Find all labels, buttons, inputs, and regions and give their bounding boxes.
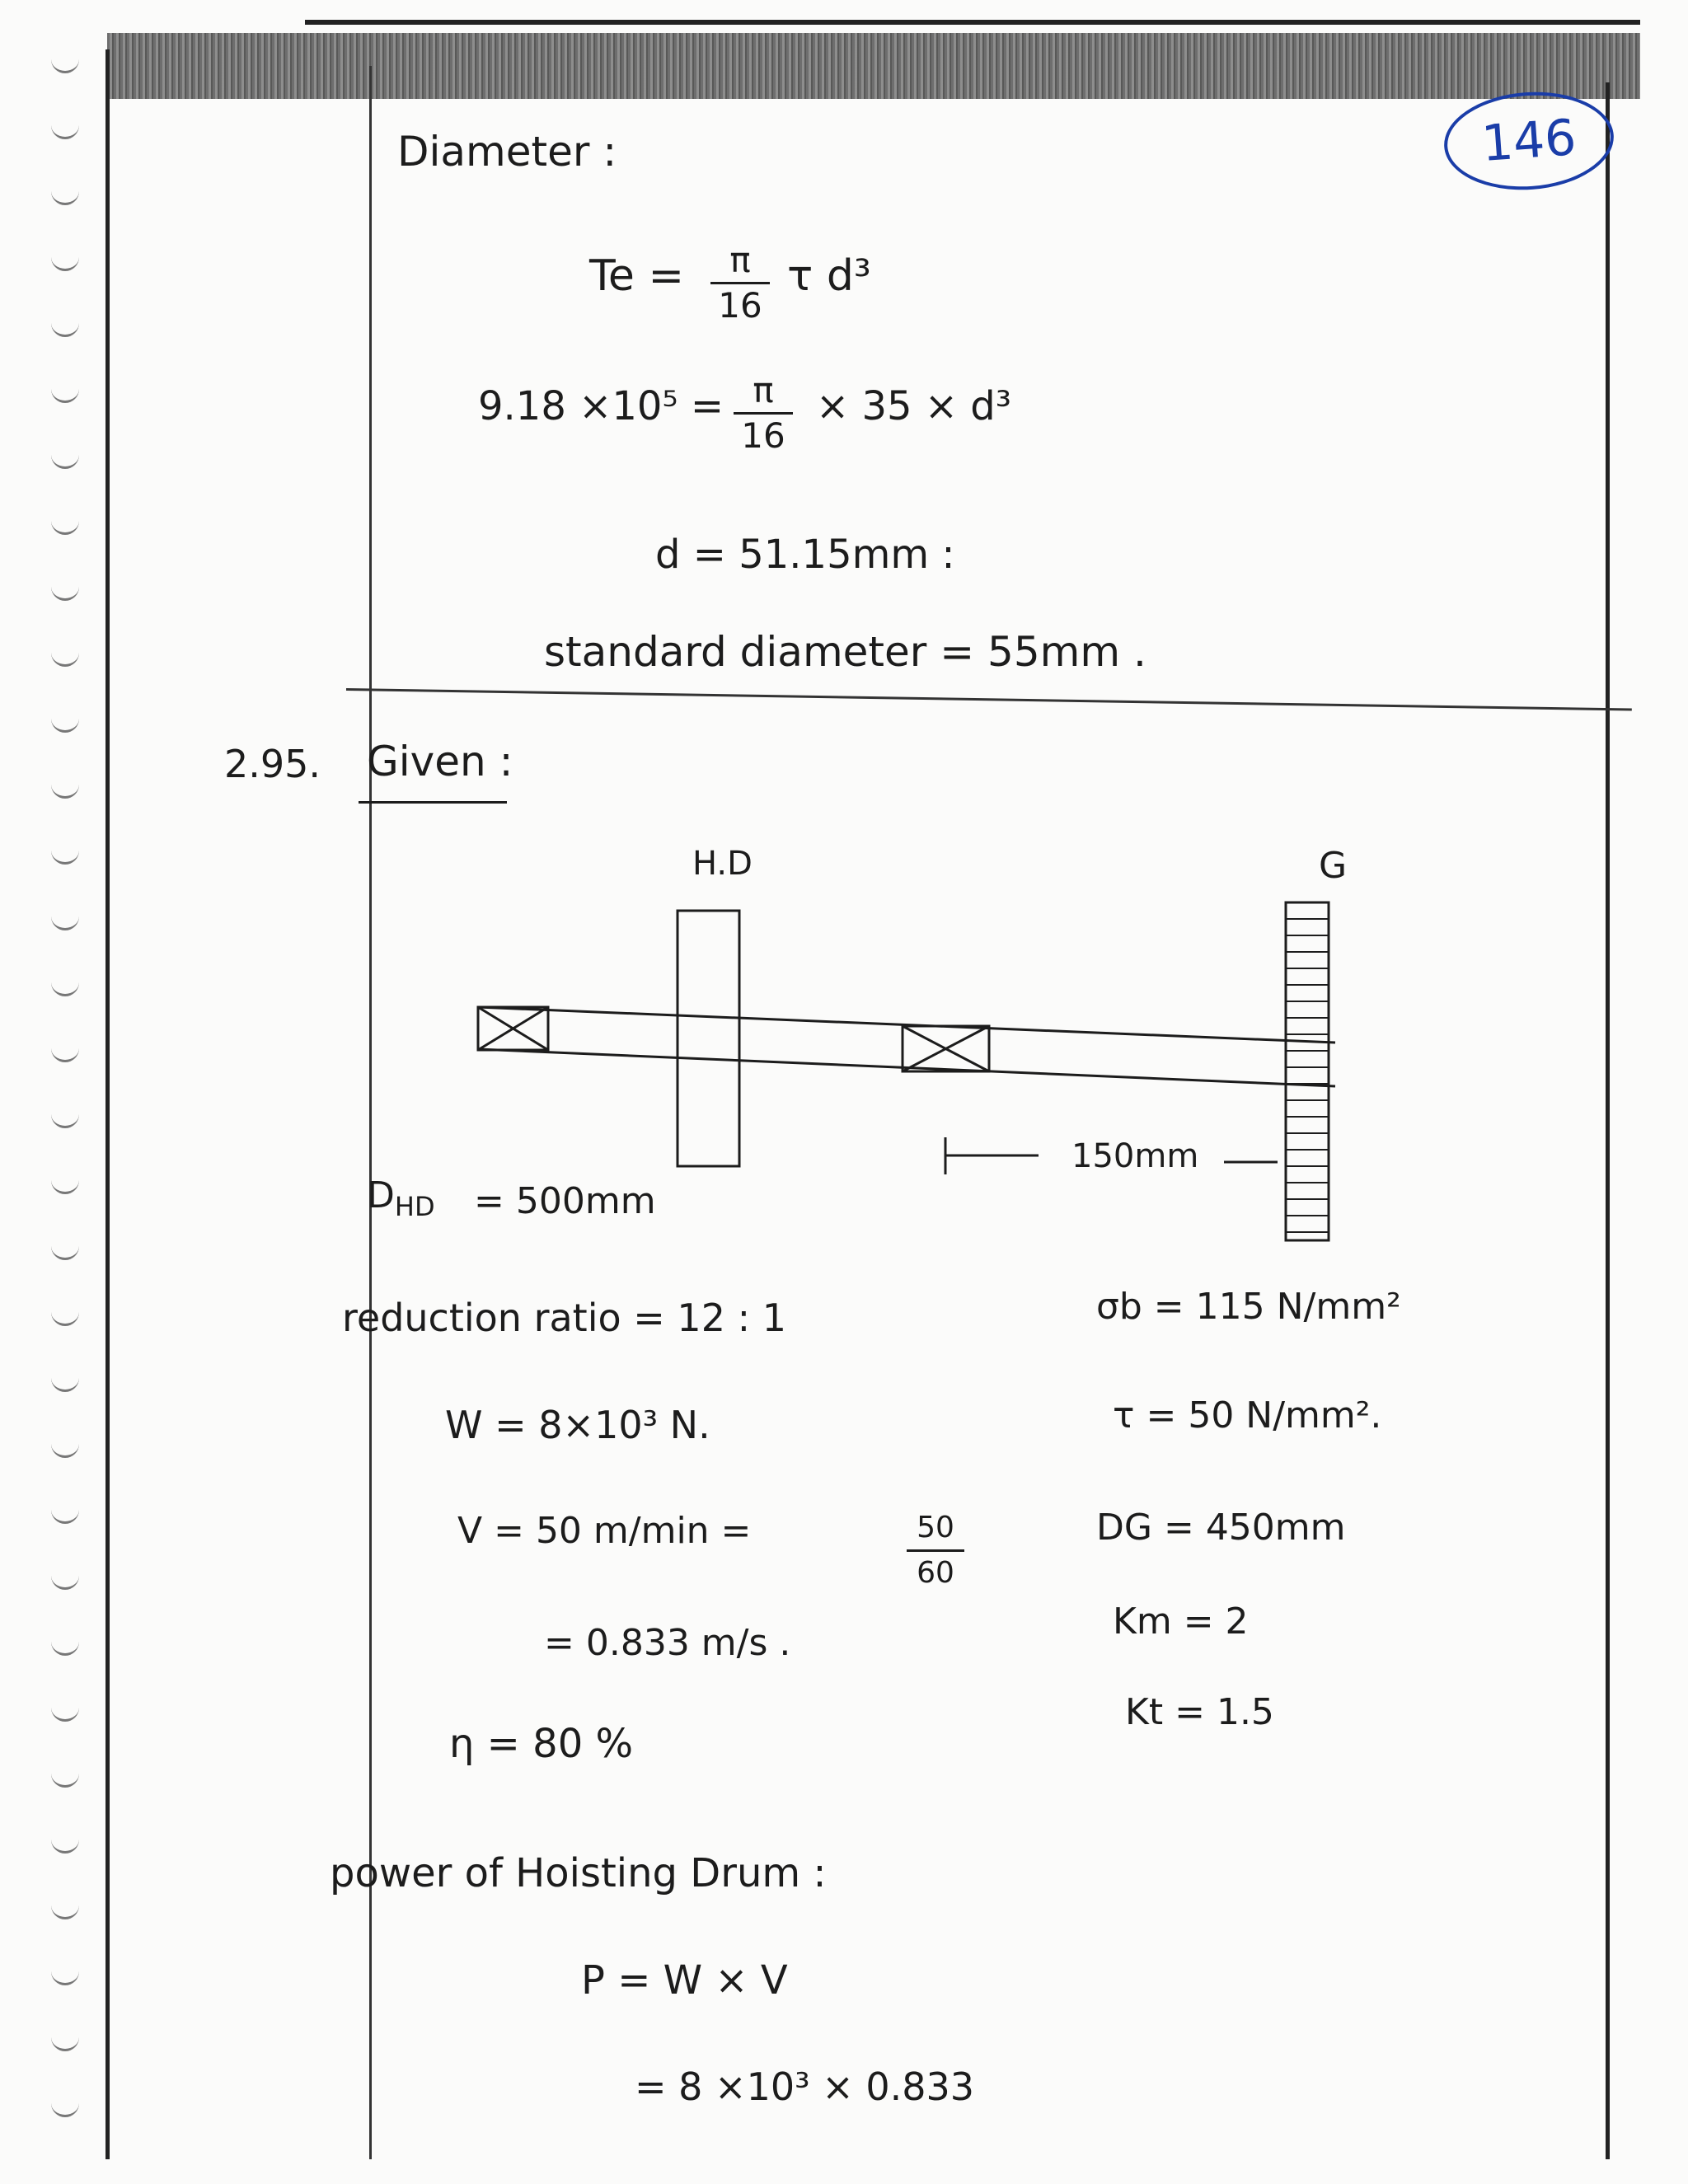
eq1-lhs: Te =	[589, 251, 685, 301]
power-heading: power of Hoisting Drum :	[330, 1850, 827, 1896]
problem-number: 2.95.	[224, 742, 321, 786]
velocity-denominator: 60	[917, 1556, 954, 1590]
binding-hole	[51, 1111, 79, 1128]
binding-hole	[51, 518, 79, 535]
top-edge-line	[305, 20, 1640, 25]
velocity-ms: = 0.833 m/s .	[544, 1622, 791, 1664]
efficiency: η = 80 %	[449, 1721, 634, 1767]
section-divider	[346, 688, 1632, 711]
binding-hole	[51, 56, 79, 73]
velocity-numerator: 50	[917, 1511, 954, 1544]
binding-hole	[51, 913, 79, 930]
km-factor: Km = 2	[1113, 1601, 1249, 1643]
binding-hole	[51, 715, 79, 733]
eq2-denominator: 16	[741, 415, 785, 456]
binding-hole	[51, 1045, 79, 1062]
binding-hole	[51, 1507, 79, 1524]
eq2-rhs: × 35 × d³	[816, 383, 1011, 429]
dhd-subscript: HD	[394, 1190, 435, 1222]
binding-hole	[51, 781, 79, 799]
fraction-bar	[734, 412, 793, 415]
eq1-rhs: τ d³	[787, 251, 871, 301]
inner-margin-line	[369, 66, 372, 2159]
diagram-label-hd: H.D	[692, 845, 753, 883]
eq4: standard diameter = 55mm .	[544, 628, 1146, 676]
eq1-fraction	[710, 241, 770, 326]
binding-hole	[51, 188, 79, 205]
binding-hole	[51, 254, 79, 271]
binding-hole	[51, 979, 79, 996]
binding-hole	[51, 1243, 79, 1260]
dhd-value: = 500mm	[474, 1180, 656, 1222]
binding-hole	[51, 1770, 79, 1788]
hoisting-drum	[678, 911, 739, 1166]
gear-diameter: DG = 450mm	[1096, 1507, 1346, 1549]
binding-hole	[51, 1968, 79, 1985]
given-underline	[359, 801, 507, 804]
gear-teeth	[1286, 919, 1329, 1232]
shaft-bottom-edge	[478, 1049, 1335, 1086]
eq1-numerator: π	[729, 240, 751, 280]
scanned-top-band	[107, 33, 1640, 99]
bending-stress: σb = 115 N/mm²	[1096, 1286, 1401, 1328]
binding-hole	[51, 2034, 79, 2051]
page-number: 146	[1441, 87, 1617, 195]
right-margin-line	[1606, 82, 1610, 2159]
left-margin-line	[106, 49, 110, 2159]
diameter-heading: Diameter :	[397, 128, 617, 176]
binding-hole	[51, 1836, 79, 1854]
binding-hole	[51, 122, 79, 139]
binding-hole	[51, 1177, 79, 1194]
eq2-numerator: π	[753, 370, 774, 410]
binding-hole	[51, 1902, 79, 1919]
fraction-bar	[907, 1549, 964, 1552]
velocity-v: V = 50 m/min =	[457, 1510, 752, 1552]
reduction-ratio: reduction ratio = 12 : 1	[342, 1296, 786, 1340]
kt-factor: Kt = 1.5	[1125, 1691, 1274, 1733]
power-formula: P = W × V	[581, 1957, 788, 2004]
binding-hole	[51, 386, 79, 403]
dhd-letter: D	[367, 1174, 395, 1216]
binding-hole	[51, 649, 79, 667]
binding-hole	[51, 1441, 79, 1458]
shear-stress: τ = 50 N/mm².	[1113, 1394, 1382, 1436]
eq3: d = 51.15mm :	[655, 532, 955, 578]
eq2-lhs: 9.18 ×10⁵ =	[478, 383, 724, 429]
diagram-label-g: G	[1319, 845, 1348, 887]
dhd-symbol	[367, 1174, 435, 1222]
binding-hole	[51, 2100, 79, 2117]
binding-hole	[51, 1638, 79, 1656]
velocity-fraction	[907, 1508, 964, 1593]
power-substitution: = 8 ×10³ × 0.833	[635, 2064, 975, 2109]
binding-hole	[51, 1375, 79, 1392]
binding-hole	[51, 452, 79, 469]
given-heading: Given :	[367, 738, 513, 785]
dimension-150mm: 150mm	[1071, 1137, 1199, 1175]
binding-hole	[51, 583, 79, 601]
fraction-bar	[710, 282, 770, 284]
binding-hole	[51, 1309, 79, 1326]
load-w: W = 8×10³ N.	[445, 1403, 710, 1447]
eq2-fraction	[734, 371, 793, 456]
gear	[1286, 902, 1329, 1240]
binding-hole	[51, 1572, 79, 1590]
binding-hole	[51, 847, 79, 865]
eq1-denominator: 16	[718, 285, 762, 326]
binding-hole	[51, 1704, 79, 1722]
binding-hole	[51, 320, 79, 337]
